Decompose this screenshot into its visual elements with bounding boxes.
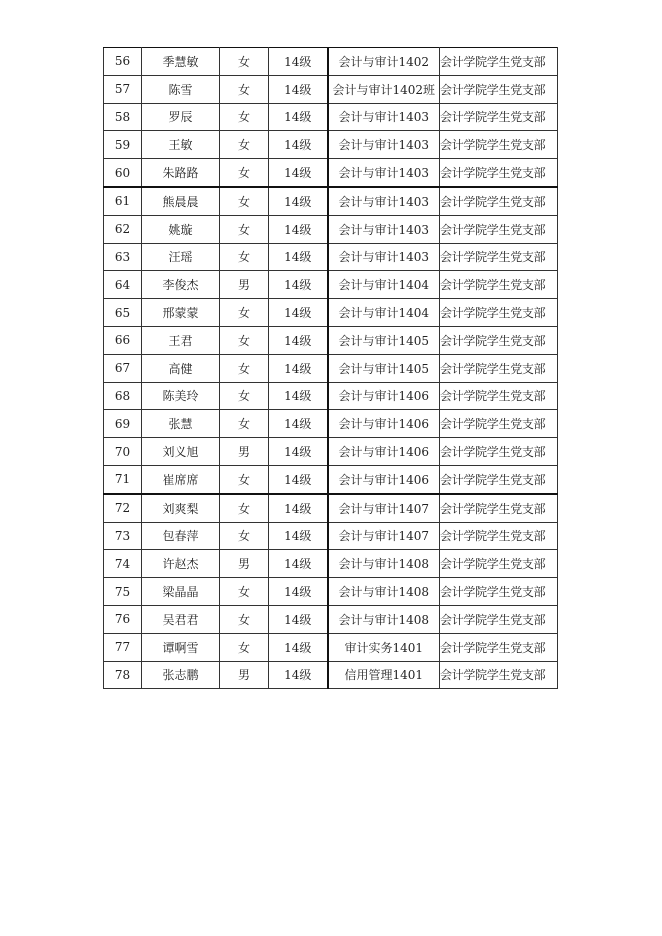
grade-cell: 14级 <box>269 605 328 633</box>
gender-cell: 女 <box>220 410 269 438</box>
gender-cell: 女 <box>220 522 269 550</box>
row-number-cell: 59 <box>104 131 142 159</box>
gender-cell: 女 <box>220 354 269 382</box>
student-name-cell: 邢蒙蒙 <box>142 299 220 327</box>
student-name-cell: 姚璇 <box>142 215 220 243</box>
class-name-cell: 会计与审计1404 <box>328 299 440 327</box>
grade-cell: 14级 <box>269 131 328 159</box>
row-number-cell: 71 <box>104 465 142 493</box>
gender-cell: 女 <box>220 299 269 327</box>
gender-cell: 女 <box>220 243 269 271</box>
row-number-cell: 57 <box>104 75 142 103</box>
gender-cell: 男 <box>220 661 269 689</box>
class-name-cell: 会计与审计1406 <box>328 438 440 466</box>
student-name-cell: 陈雪 <box>142 75 220 103</box>
table-row <box>104 633 558 661</box>
row-number-cell: 75 <box>104 578 142 606</box>
row-number-cell: 64 <box>104 271 142 299</box>
student-name-cell: 王敏 <box>142 131 220 159</box>
class-name-cell: 会计与审计1405 <box>328 326 440 354</box>
party-branch-cell: 会计学院学生党支部 <box>440 494 558 522</box>
party-branch-cell: 会计学院学生党支部 <box>440 215 558 243</box>
table-row <box>104 522 558 550</box>
party-branch-cell: 会计学院学生党支部 <box>440 661 558 689</box>
row-number-cell: 56 <box>104 48 142 76</box>
party-branch-cell: 会计学院学生党支部 <box>440 550 558 578</box>
grade-cell: 14级 <box>269 550 328 578</box>
table-row <box>104 299 558 327</box>
party-branch-cell: 会计学院学生党支部 <box>440 382 558 410</box>
grade-cell: 14级 <box>269 522 328 550</box>
gender-cell: 女 <box>220 131 269 159</box>
row-number-cell: 78 <box>104 661 142 689</box>
grade-cell: 14级 <box>269 159 328 187</box>
student-name-cell: 吴君君 <box>142 605 220 633</box>
student-name-cell: 季慧敏 <box>142 48 220 76</box>
row-number-cell: 77 <box>104 633 142 661</box>
class-name-cell: 会计与审计1403 <box>328 215 440 243</box>
class-name-cell: 会计与审计1408 <box>328 550 440 578</box>
table-row <box>104 410 558 438</box>
grade-cell: 14级 <box>269 465 328 493</box>
class-name-cell: 会计与审计1404 <box>328 271 440 299</box>
class-name-cell: 会计与审计1408 <box>328 605 440 633</box>
student-name-cell: 谭啊雪 <box>142 633 220 661</box>
student-name-cell: 崔席席 <box>142 465 220 493</box>
student-name-cell: 朱路路 <box>142 159 220 187</box>
gender-cell: 女 <box>220 187 269 215</box>
gender-cell: 女 <box>220 633 269 661</box>
grade-cell: 14级 <box>269 215 328 243</box>
student-name-cell: 陈美玲 <box>142 382 220 410</box>
grade-cell: 14级 <box>269 410 328 438</box>
gender-cell: 女 <box>220 465 269 493</box>
row-number-cell: 62 <box>104 215 142 243</box>
student-name-cell: 王君 <box>142 326 220 354</box>
table-row <box>104 550 558 578</box>
table-row <box>104 131 558 159</box>
class-name-cell: 信用管理1401 <box>328 661 440 689</box>
class-name-cell: 审计实务1401 <box>328 633 440 661</box>
class-name-cell: 会计与审计1406 <box>328 410 440 438</box>
row-number-cell: 68 <box>104 382 142 410</box>
class-name-cell: 会计与审计1403 <box>328 243 440 271</box>
gender-cell: 女 <box>220 75 269 103</box>
grade-cell: 14级 <box>269 48 328 76</box>
grade-cell: 14级 <box>269 633 328 661</box>
row-number-cell: 69 <box>104 410 142 438</box>
party-branch-cell: 会计学院学生党支部 <box>440 522 558 550</box>
student-name-cell: 李俊杰 <box>142 271 220 299</box>
table-row <box>104 75 558 103</box>
row-number-cell: 63 <box>104 243 142 271</box>
grade-cell: 14级 <box>269 354 328 382</box>
party-branch-cell: 会计学院学生党支部 <box>440 75 558 103</box>
student-name-cell: 汪瑶 <box>142 243 220 271</box>
table-row <box>104 438 558 466</box>
class-name-cell: 会计与审计1403 <box>328 159 440 187</box>
class-name-cell: 会计与审计1405 <box>328 354 440 382</box>
student-name-cell: 包春萍 <box>142 522 220 550</box>
member-table-body <box>104 48 558 689</box>
gender-cell: 男 <box>220 550 269 578</box>
class-name-cell: 会计与审计1403 <box>328 103 440 131</box>
party-branch-cell: 会计学院学生党支部 <box>440 354 558 382</box>
party-branch-cell: 会计学院学生党支部 <box>440 299 558 327</box>
party-branch-cell: 会计学院学生党支部 <box>440 633 558 661</box>
party-branch-cell: 会计学院学生党支部 <box>440 410 558 438</box>
grade-cell: 14级 <box>269 271 328 299</box>
row-number-cell: 66 <box>104 326 142 354</box>
grade-cell: 14级 <box>269 578 328 606</box>
row-number-cell: 67 <box>104 354 142 382</box>
table-row <box>104 465 558 493</box>
row-number-cell: 76 <box>104 605 142 633</box>
student-name-cell: 梁晶晶 <box>142 578 220 606</box>
row-number-cell: 65 <box>104 299 142 327</box>
table-row <box>104 326 558 354</box>
class-name-cell: 会计与审计1407 <box>328 494 440 522</box>
student-name-cell: 刘爽梨 <box>142 494 220 522</box>
table-row <box>104 661 558 689</box>
table-row <box>104 187 558 215</box>
row-number-cell: 61 <box>104 187 142 215</box>
gender-cell: 女 <box>220 578 269 606</box>
party-branch-cell: 会计学院学生党支部 <box>440 131 558 159</box>
gender-cell: 女 <box>220 103 269 131</box>
table-row <box>104 578 558 606</box>
grade-cell: 14级 <box>269 299 328 327</box>
gender-cell: 女 <box>220 159 269 187</box>
grade-cell: 14级 <box>269 243 328 271</box>
class-name-cell: 会计与审计1403 <box>328 187 440 215</box>
grade-cell: 14级 <box>269 187 328 215</box>
gender-cell: 女 <box>220 215 269 243</box>
student-name-cell: 罗辰 <box>142 103 220 131</box>
grade-cell: 14级 <box>269 661 328 689</box>
class-name-cell: 会计与审计1402班 <box>328 75 440 103</box>
class-name-cell: 会计与审计1408 <box>328 578 440 606</box>
grade-cell: 14级 <box>269 494 328 522</box>
party-branch-cell: 会计学院学生党支部 <box>440 438 558 466</box>
gender-cell: 男 <box>220 438 269 466</box>
grade-cell: 14级 <box>269 438 328 466</box>
table-row <box>104 159 558 187</box>
party-branch-cell: 会计学院学生党支部 <box>440 187 558 215</box>
party-branch-cell: 会计学院学生党支部 <box>440 103 558 131</box>
row-number-cell: 58 <box>104 103 142 131</box>
row-number-cell: 72 <box>104 494 142 522</box>
class-name-cell: 会计与审计1403 <box>328 131 440 159</box>
gender-cell: 男 <box>220 271 269 299</box>
row-number-cell: 74 <box>104 550 142 578</box>
table-row <box>104 605 558 633</box>
grade-cell: 14级 <box>269 382 328 410</box>
student-name-cell: 张慧 <box>142 410 220 438</box>
class-name-cell: 会计与审计1406 <box>328 382 440 410</box>
member-table <box>103 47 558 689</box>
gender-cell: 女 <box>220 382 269 410</box>
student-name-cell: 熊晨晨 <box>142 187 220 215</box>
party-branch-cell: 会计学院学生党支部 <box>440 605 558 633</box>
table-row <box>104 215 558 243</box>
table-row <box>104 243 558 271</box>
student-name-cell: 高健 <box>142 354 220 382</box>
table-row <box>104 271 558 299</box>
row-number-cell: 70 <box>104 438 142 466</box>
gender-cell: 女 <box>220 605 269 633</box>
party-branch-cell: 会计学院学生党支部 <box>440 326 558 354</box>
party-branch-cell: 会计学院学生党支部 <box>440 578 558 606</box>
gender-cell: 女 <box>220 326 269 354</box>
gender-cell: 女 <box>220 494 269 522</box>
class-name-cell: 会计与审计1402 <box>328 48 440 76</box>
table-row <box>104 494 558 522</box>
student-name-cell: 许赵杰 <box>142 550 220 578</box>
table-row <box>104 48 558 76</box>
table-row <box>104 382 558 410</box>
gender-cell: 女 <box>220 48 269 76</box>
row-number-cell: 73 <box>104 522 142 550</box>
class-name-cell: 会计与审计1407 <box>328 522 440 550</box>
party-branch-cell: 会计学院学生党支部 <box>440 48 558 76</box>
party-branch-cell: 会计学院学生党支部 <box>440 271 558 299</box>
grade-cell: 14级 <box>269 75 328 103</box>
class-name-cell: 会计与审计1406 <box>328 465 440 493</box>
party-branch-cell: 会计学院学生党支部 <box>440 465 558 493</box>
table-row <box>104 103 558 131</box>
grade-cell: 14级 <box>269 326 328 354</box>
student-name-cell: 刘义旭 <box>142 438 220 466</box>
party-branch-cell: 会计学院学生党支部 <box>440 243 558 271</box>
student-name-cell: 张志鹏 <box>142 661 220 689</box>
grade-cell: 14级 <box>269 103 328 131</box>
table-row <box>104 354 558 382</box>
party-branch-cell: 会计学院学生党支部 <box>440 159 558 187</box>
row-number-cell: 60 <box>104 159 142 187</box>
